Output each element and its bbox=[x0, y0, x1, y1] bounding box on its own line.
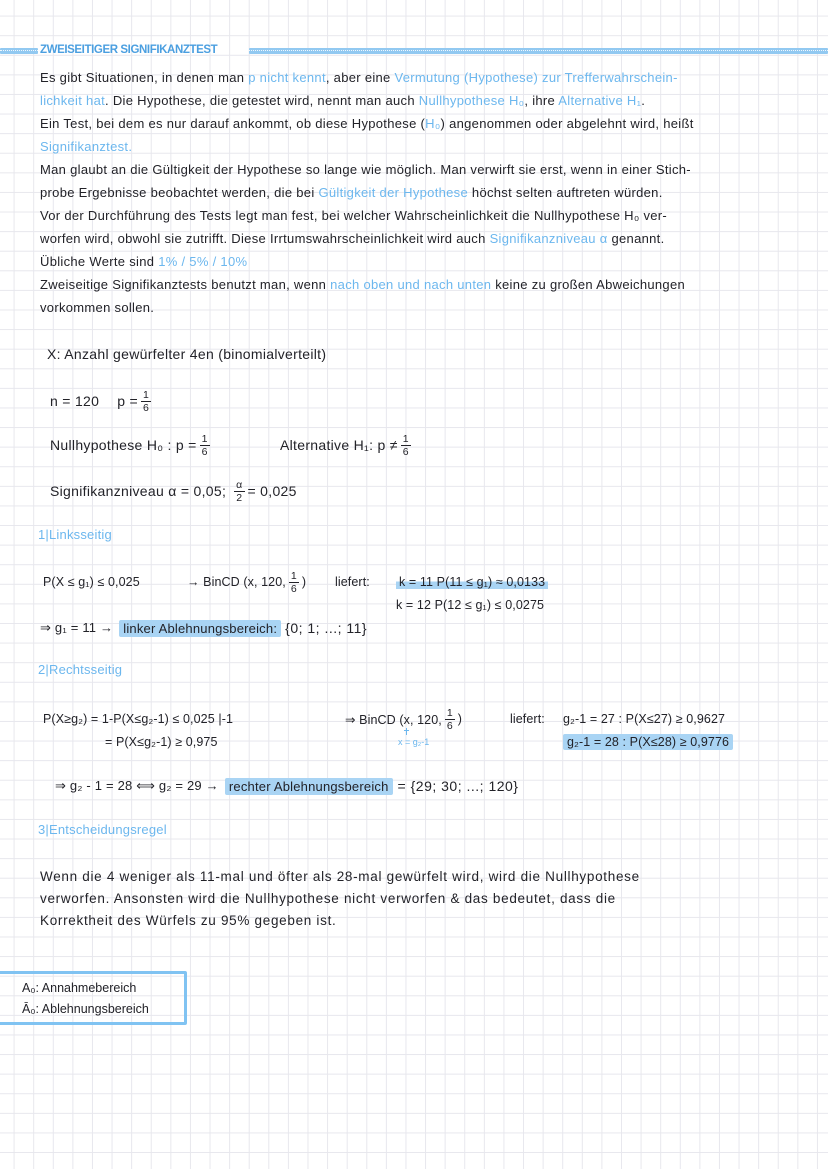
intro-highlight: p nicht kennt bbox=[248, 70, 326, 85]
significance-level bbox=[50, 480, 297, 502]
bincd-suffix: ) bbox=[301, 575, 307, 589]
intro-highlight: Signifikanzniveau α bbox=[489, 231, 608, 246]
bincd-prefix: ⇒ BinCD (x, 120, bbox=[345, 712, 442, 727]
left-result-1 bbox=[396, 571, 548, 593]
fraction-numerator: 1 bbox=[402, 432, 409, 445]
random-variable-definition: X: Anzahl gewürfelter 4en (binomialverteilt) bbox=[47, 346, 327, 362]
intro-text: Ein Test, bei dem es nur darauf ankommt, ob diese Hypothese ( bbox=[40, 116, 426, 131]
intro-line-8 bbox=[40, 227, 694, 250]
intro-highlight: nach oben und nach unten bbox=[330, 277, 492, 292]
intro-text: Übliche Werte sind bbox=[40, 254, 159, 269]
section-heading-right-sided: 2|Rechtsseitig bbox=[38, 662, 123, 677]
decision-line-2: verworfen. Ansonsten wird die Nullhypothese nicht verworfen & das bedeutet, dass die bbox=[40, 891, 616, 906]
intro-line-6 bbox=[40, 181, 694, 204]
intro-text: keine zu großen Abweichungen bbox=[491, 277, 686, 292]
intro-line-5: Man glaubt an die Gültigkeit der Hypothese so lange wie möglich. Man verwirft sie erst, wenn in einer Stich- bbox=[40, 162, 691, 177]
alternative-hypothesis bbox=[280, 434, 414, 456]
null-hypothesis-label: Nullhypothese H₀ : p = bbox=[50, 437, 197, 453]
intro-line-9 bbox=[40, 250, 694, 273]
left-conclusion bbox=[40, 617, 367, 639]
rejection-symbol: Ā₀ bbox=[22, 1002, 36, 1016]
legend-box bbox=[0, 971, 187, 1025]
section-heading-left-sided: 1|Linksseitig bbox=[38, 527, 112, 542]
intro-highlight: lichkeit hat bbox=[40, 93, 106, 108]
title-band-left bbox=[0, 48, 38, 54]
intro-line-10 bbox=[40, 273, 694, 296]
alternative-hypothesis-fraction bbox=[401, 434, 411, 457]
right-condition-1: P(X≥g₂) = 1-P(X≤g₂-1) ≤ 0,025 |-1 bbox=[43, 712, 234, 726]
left-conclusion-text: ⇒ g₁ = 11 → bbox=[40, 620, 114, 635]
fraction-numerator: 1 bbox=[201, 432, 208, 445]
legend-acceptance bbox=[22, 979, 136, 997]
page-title: ZWEISEITIGER SIGNIFIKANZTEST bbox=[40, 44, 218, 56]
section-heading-decision-rule: 3|Entscheidungsregel bbox=[38, 822, 167, 837]
left-rejection-set: {0; 1; ...; 11} bbox=[285, 620, 368, 636]
left-result-2: k = 12 P(12 ≤ g₁) ≤ 0,0275 bbox=[396, 598, 545, 612]
legend-rejection bbox=[22, 1000, 149, 1018]
intro-line-2 bbox=[40, 89, 694, 112]
intro-highlight: Signifikanztest. bbox=[40, 139, 133, 154]
intro-text: Zweiseitige Signifikanztests benutzt man, wenn bbox=[40, 277, 331, 292]
fraction-denominator: 6 bbox=[201, 445, 208, 458]
fraction-numerator: 1 bbox=[290, 569, 297, 582]
intro-text: Es gibt Situationen, in denen man bbox=[40, 70, 249, 85]
left-bincd bbox=[187, 571, 306, 593]
parameter-row bbox=[50, 390, 154, 412]
right-rejection-label: rechter Ablehnungsbereich bbox=[225, 778, 393, 795]
decision-line-3: Korrektheit des Würfels zu 95% gegeben ist. bbox=[40, 913, 337, 928]
pointer-arrow-icon bbox=[406, 728, 407, 735]
acceptance-label: : Annahmebereich bbox=[35, 981, 137, 995]
fraction-numerator: 1 bbox=[142, 388, 150, 401]
left-rejection-label: linker Ablehnungsbereich: bbox=[119, 620, 281, 637]
fraction-denominator: 2 bbox=[236, 491, 243, 504]
right-conclusion-text: ⇒ g₂ - 1 = 28 ⟺ g₂ = 29 → bbox=[55, 778, 219, 793]
title-band-right bbox=[249, 48, 828, 54]
intro-line-4 bbox=[40, 135, 694, 158]
n-value: n = 120 bbox=[50, 393, 100, 409]
bincd-fraction bbox=[445, 708, 455, 731]
left-liefert: liefert: bbox=[335, 575, 370, 589]
intro-text: . bbox=[641, 93, 646, 108]
p-fraction bbox=[141, 390, 151, 413]
intro-text: . Die Hypothese, die getestet wird, nennt man auch bbox=[105, 93, 419, 108]
left-result-1-text: k = 11 P(11 ≤ g₁) ≈ 0,0133 bbox=[396, 575, 548, 589]
bincd-fraction bbox=[289, 571, 299, 594]
intro-text: ) angenommen oder abgelehnt wird, heißt bbox=[440, 116, 694, 131]
intro-line-11: vorkommen sollen. bbox=[40, 300, 155, 315]
alpha-value: Signifikanzniveau α = 0,05; bbox=[50, 483, 227, 499]
intro-line-7: Vor der Durchführung des Tests legt man fest, bei welcher Wahrscheinlichkeit die Nullhypothese H₀ ver- bbox=[40, 208, 668, 223]
intro-highlight: 1% / 5% / 10% bbox=[158, 254, 248, 269]
intro-line-1 bbox=[40, 66, 694, 89]
intro-text: genannt. bbox=[607, 231, 665, 246]
intro-text: probe Ergebnisse beobachtet werden, die bei bbox=[40, 185, 319, 200]
intro-highlight: Nullhypothese H₀ bbox=[418, 93, 525, 108]
right-result-1: g₂-1 = 27 : P(X≤27) ≥ 0,9627 bbox=[563, 712, 726, 726]
left-condition: P(X ≤ g₁) ≤ 0,025 bbox=[43, 575, 140, 589]
fraction-numerator: 1 bbox=[446, 706, 453, 719]
intro-highlight: Alternative H₁ bbox=[558, 93, 642, 108]
decision-line-1: Wenn die 4 weniger als 11-mal und öfter als 28-mal gewürfelt wird, wird die Nullhypothese bbox=[40, 869, 640, 884]
half-alpha-fraction bbox=[234, 480, 244, 503]
bincd-prefix: → BinCD (x, 120, bbox=[187, 575, 286, 589]
right-bincd bbox=[345, 708, 462, 730]
intro-highlight: H₀ bbox=[425, 116, 441, 131]
intro-paragraph bbox=[40, 66, 694, 319]
null-hypothesis-fraction bbox=[200, 434, 210, 457]
rejection-label: : Ablehnungsbereich bbox=[35, 1002, 149, 1016]
intro-text: höchst selten auftreten würden. bbox=[468, 185, 663, 200]
right-liefert: liefert: bbox=[510, 712, 545, 726]
intro-line-3 bbox=[40, 112, 694, 135]
intro-text: worfen wird, obwohl sie zutrifft. Diese Irrtumswahrscheinlichkeit wird auch bbox=[40, 231, 490, 246]
decision-rule-text bbox=[40, 866, 640, 932]
null-hypothesis bbox=[50, 434, 213, 456]
intro-text: , ihre bbox=[524, 93, 559, 108]
fraction-numerator: α bbox=[236, 478, 243, 491]
fraction-denominator: 6 bbox=[290, 582, 297, 595]
fraction-denominator: 6 bbox=[446, 719, 453, 732]
right-rejection-set: = {29; 30; ...; 120} bbox=[397, 778, 519, 794]
bincd-substitution-note: x = g₂-1 bbox=[398, 737, 430, 747]
right-result-2-text: g₂-1 = 28 : P(X≤28) ≥ 0,9776 bbox=[563, 734, 733, 750]
acceptance-symbol: A₀ bbox=[22, 981, 36, 995]
right-condition-2: = P(X≤g₂-1) ≥ 0,975 bbox=[105, 735, 218, 749]
right-result-2 bbox=[563, 731, 733, 753]
p-label: p = bbox=[117, 393, 138, 409]
fraction-denominator: 6 bbox=[402, 445, 409, 458]
half-alpha-value: = 0,025 bbox=[247, 483, 297, 499]
alternative-hypothesis-label: Alternative H₁: p ≠ bbox=[280, 437, 398, 453]
bincd-suffix: ) bbox=[457, 712, 463, 726]
right-conclusion bbox=[55, 775, 518, 797]
intro-highlight: Vermutung (Hypothese) zur Trefferwahrschein- bbox=[394, 70, 678, 85]
fraction-denominator: 6 bbox=[142, 401, 150, 414]
intro-text: , aber eine bbox=[325, 70, 395, 85]
intro-highlight: Gültigkeit der Hypothese bbox=[318, 185, 468, 200]
